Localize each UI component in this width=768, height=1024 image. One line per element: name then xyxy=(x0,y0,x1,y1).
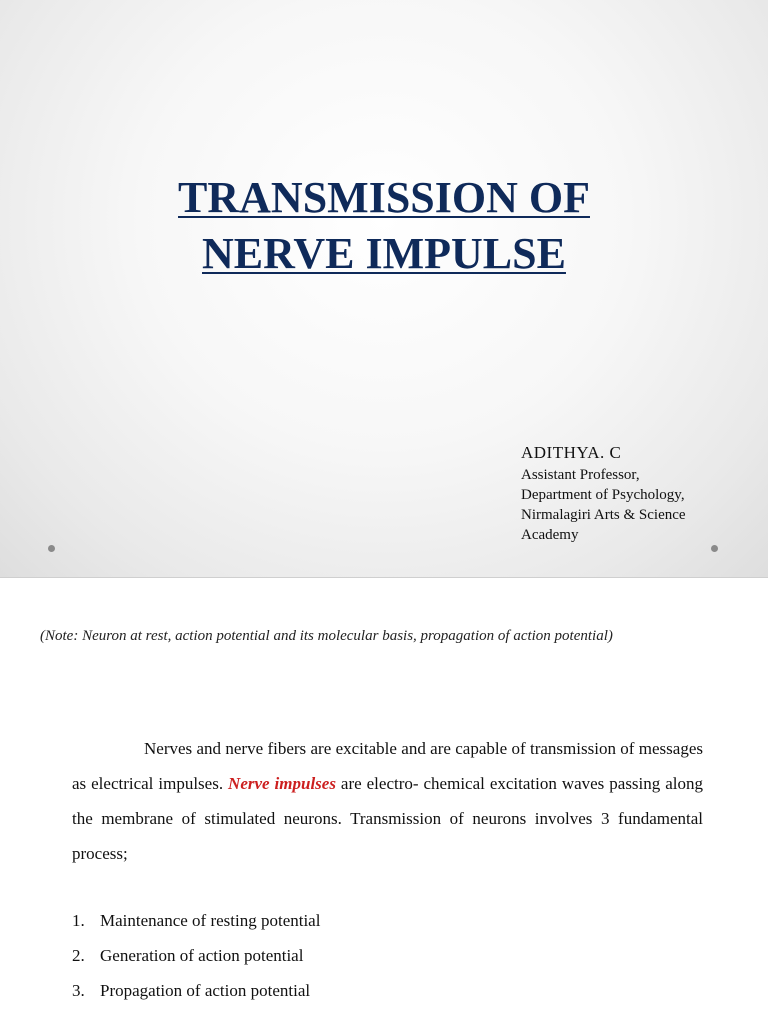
author-name: ADITHYA. C xyxy=(521,443,622,462)
page-divider xyxy=(0,577,768,578)
slide-dot-right-icon xyxy=(711,545,718,552)
title-line-1: TRANSMISSION OF xyxy=(178,173,590,222)
list-number: 3. xyxy=(72,981,85,1000)
author-block xyxy=(521,443,686,545)
list-number: 1. xyxy=(72,911,85,930)
author-institution-2: Academy xyxy=(521,527,579,543)
author-department: Department of Psychology, xyxy=(521,487,685,503)
intro-paragraph xyxy=(72,731,703,871)
list-text: Generation of action potential xyxy=(100,946,304,965)
process-list xyxy=(72,903,320,1008)
list-number: 2. xyxy=(72,946,85,965)
slide-dot-left-icon xyxy=(48,545,55,552)
list-item xyxy=(72,938,320,973)
author-role: Assistant Professor, xyxy=(521,467,640,483)
slide-title xyxy=(0,170,768,282)
paragraph-text-after: are electro- chemical excitation waves passing along the membrane of stimulated neurons. Transmission of neurons involves 3 fundamental process; xyxy=(72,774,704,863)
highlight-term: Nerve impulses xyxy=(228,774,336,793)
title-line-2: NERVE IMPULSE xyxy=(202,229,566,278)
author-institution: Nirmalagiri Arts & Science xyxy=(521,507,686,523)
list-item xyxy=(72,903,320,938)
note-text: (Note: Neuron at rest, action potential and its molecular basis, propagation of action potential) xyxy=(40,628,613,644)
list-text: Propagation of action potential xyxy=(100,981,311,1000)
list-item xyxy=(72,973,320,1008)
paragraph-text-before: Nerves and nerve fibers are excitable and are capable of transmission of messages as electrical impulses. xyxy=(72,739,703,793)
list-text: Maintenance of resting potential xyxy=(100,911,321,930)
